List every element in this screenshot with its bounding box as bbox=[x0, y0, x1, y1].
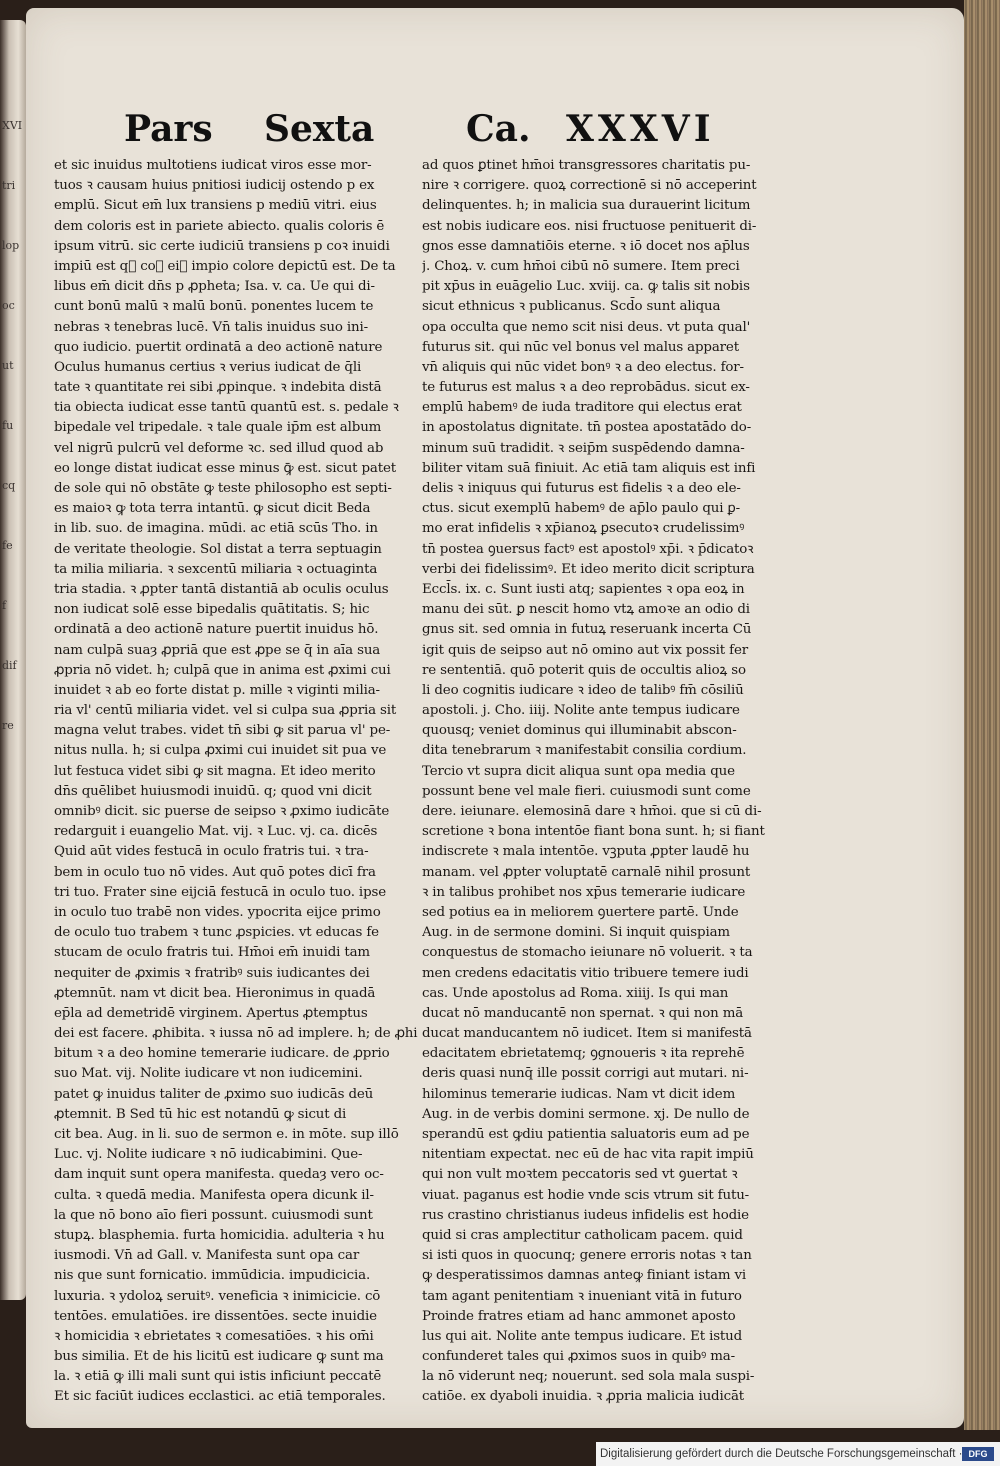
text-line: ctus. sicut exemplū habemꝰ de ap̄lo paulo qui ꝑ- bbox=[422, 501, 740, 517]
running-header bbox=[26, 108, 964, 158]
margin-fragment: dif bbox=[2, 659, 17, 672]
text-line: nequiter de ꝓximis ꝛ fratribꝰ suis iudicantes dei bbox=[54, 965, 370, 981]
text-line: tria stadia. ꝛ ꝓpter tantā distantiā ab oculis oculus bbox=[54, 581, 389, 597]
text-line: j. Choꝝ. v. cum hm̄oi cibū nō sumere. Item preci bbox=[422, 258, 740, 274]
margin-fragment: f bbox=[2, 599, 7, 612]
text-line: in lib. suo. de imagina. mūdi. ac etiā scūs Tho. in bbox=[54, 521, 378, 537]
text-line: nebras ꝛ tenebras lucē. Vn̄ talis inuidus suo ini- bbox=[54, 319, 368, 335]
text-line: es maioꝛ ꝙ tota terra intantū. ꝙ sicut dicit Beda bbox=[54, 501, 371, 517]
text-line: manam. vel ꝓpter voluptatē carnalē nihil prosunt bbox=[422, 864, 751, 880]
text-line: quousq; veniet dominus qui illuminabit abscon- bbox=[422, 723, 737, 739]
text-line: dn̄s quēlibet huiusmodi inuidū. q; quod vni dicit bbox=[54, 783, 372, 799]
text-line: rus crastino christianus iudeus infidelis est hodie bbox=[422, 1207, 749, 1223]
text-line: delis ꝛ iniquus qui futurus est fidelis ꝛ a deo ele- bbox=[422, 481, 741, 496]
text-line: stupꝝ. blasphemia. furta homicidia. adulteria ꝛ hu bbox=[54, 1227, 385, 1243]
margin-fragment: fe bbox=[2, 539, 13, 552]
text-line: tentōes. emulatiōes. ire dissentōes. secte inuidie bbox=[54, 1308, 377, 1324]
text-line: delinquentes. h; in malicia sua durauerint licitum bbox=[422, 198, 751, 214]
text-line: Oculus humanus certius ꝛ verius iudicat de q̄li bbox=[54, 359, 362, 375]
footer-credit: Digitalisierung gefördert durch die Deutsche Forschungsgemeinschaft · bbox=[600, 1448, 963, 1460]
text-line: tuos ꝛ causam huius pnitiosi iudicij ostendo p ex bbox=[54, 178, 375, 194]
text-line: te futurus est malus ꝛ a deo reprobādus. sicut ex- bbox=[422, 380, 750, 396]
text-line: li deo cognitis iudicare ꝛ ideo de talibꝰ fm̄ cōsiliū bbox=[422, 682, 744, 698]
text-line: edacitatem ebrietatemq; ꝯgnoueris ꝛ ita reprehē bbox=[422, 1046, 745, 1062]
text-line: quo iudicio. puertit ordinatā a deo actionē nature bbox=[54, 339, 383, 355]
text-line: inuidet ꝛ ab eo forte distat p. mille ꝛ viginti milia- bbox=[54, 682, 380, 698]
text-line: libus em̄ dicit dn̄s p ꝓpheta; Isa. v. ca. Ue qui di- bbox=[54, 279, 375, 295]
text-line: futurus sit. qui nūc vel bonus vel malus apparet bbox=[422, 339, 739, 355]
text-line: Tercio vt supra dicit aliqua sunt opa media que bbox=[422, 763, 735, 779]
header-chapter-number: XXXVI bbox=[566, 108, 715, 150]
text-line: eo longe distat iudicat esse minus ꝙ̄ est. sicut patet bbox=[54, 460, 396, 476]
text-line: sperandū est ꝙdiu patientia saluatoris eum ad pe bbox=[422, 1127, 750, 1142]
text-line: bipedale vel tripedale. ꝛ tale quale ip̄m est album bbox=[54, 420, 382, 436]
text-line: vn̄ aliquis qui nūc videt bonꝰ ꝛ a deo electus. for- bbox=[422, 359, 744, 375]
right-text-column bbox=[422, 156, 800, 1408]
text-line: nam culpā suaȝ ꝓpriā que est ꝓpe se q̄ in aīa sua bbox=[54, 642, 381, 658]
text-line: Luc. vj. Nolite iudicare ꝛ nō iudicabimini. Que- bbox=[54, 1147, 363, 1163]
text-line: bem in oculo tuo nō vides. Aut quō potes dicī fra bbox=[54, 864, 376, 880]
text-line: Aug. in de verbis domini sermone. xj. De nullo de bbox=[422, 1106, 750, 1122]
text-line: emplū habemꝰ de iuda traditore qui electus erat bbox=[422, 400, 742, 416]
text-line: qui non vult moꝛtem peccatoris sed vt ꝯuertat ꝛ bbox=[422, 1167, 738, 1183]
text-line: cunt bonū malū ꝛ malū bonū. ponentes lucem te bbox=[54, 299, 374, 315]
margin-fragment: fu bbox=[2, 419, 14, 432]
text-line: confunderet tales qui ꝓximos suos in quibꝰ ma- bbox=[422, 1349, 735, 1365]
text-line: possunt bene vel male fieri. cuiusmodi sunt come bbox=[422, 783, 751, 799]
text-line: sed potius ea in meliorem ꝯuertere partē. Unde bbox=[422, 904, 739, 920]
text-line: dere. ieiunare. elemosinā dare ꝛ hm̄oi. que si cū di- bbox=[422, 804, 762, 819]
left-text-column bbox=[54, 156, 436, 1408]
text-line: iusmodi. Vn̄ ad Gall. v. Manifesta sunt opa car bbox=[54, 1248, 360, 1264]
text-line: tri tuo. Frater sine eijciā festucā in oculo tuo. ipse bbox=[54, 884, 386, 900]
text-line: tn̄ postea ꝯuersus factꝰ est apostolꝰ xp̄i. ꝛ p̄dicatoꝛ bbox=[422, 541, 754, 557]
text-line: dei est facere. ꝓhibita. ꝛ iussa nō ad implere. h; de ꝓhi bbox=[54, 1026, 418, 1042]
text-line: suo Mat. vij. Nolite iudicare vt non iudicemini. bbox=[54, 1066, 363, 1082]
text-line: hilominus temerarie iudicas. Nam vt dicit idem bbox=[422, 1086, 736, 1102]
text-line: dam inquit sunt opera manifesta. quedaȝ vero oc- bbox=[54, 1167, 384, 1183]
text-line: catiōe. ex dyaboli inuidia. ꝛ ꝓpria malicia iudicāt bbox=[422, 1389, 745, 1405]
text-line: re sententiā. quō poterit quis de occultis alioꝝ so bbox=[422, 662, 746, 678]
text-line: men credens edacitatis vitio tribuere temere iudi bbox=[422, 965, 749, 981]
text-line: ria vl' centū miliaria videt. vel si culpa sua ꝓpria sit bbox=[54, 703, 397, 719]
text-line: opa occulta que nemo scit nisi deus. vt puta qual' bbox=[422, 319, 751, 335]
text-line: ducat nō manducantē non spernat. ꝛ qui non mā bbox=[422, 1005, 744, 1021]
text-line: vel nigrū pulcrū vel deforme ꝛc. sed illud quod ab bbox=[54, 440, 384, 456]
text-line: ordinatā a deo actionē nature puertit inuidus hō. bbox=[54, 622, 379, 638]
text-line: cit bea. Aug. in li. suo de sermon e. in mōte. sup illō bbox=[54, 1127, 399, 1142]
text-line: tate ꝛ quantitate rei sibi ꝓpinque. ꝛ indebita distā bbox=[54, 380, 382, 396]
text-line: Aug. in de sermone domini. Si inquit quispiam bbox=[422, 925, 730, 941]
text-line: manu dei sūt. ꝑ nescit homo vtꝝ amoꝛe an odio di bbox=[422, 602, 750, 618]
book-block-edge bbox=[964, 0, 1000, 1430]
text-line: in apostolatus dignitate. tn̄ postea apostatādo do- bbox=[422, 420, 752, 436]
text-line: de veritate theologie. Sol distat a terra septuagin bbox=[54, 541, 382, 557]
text-line: patet ꝙ inuidus taliter de ꝓximo suo iudicās deū bbox=[54, 1086, 374, 1102]
text-line: est nobis iudicare eos. nisi fructuose penituerit di- bbox=[422, 218, 757, 234]
text-line: dita tenebrarum ꝛ manifestabit consilia cordium. bbox=[422, 743, 747, 759]
text-line: conquestus de stomacho ieiunare nō voluerit. ꝛ ta bbox=[422, 945, 753, 961]
text-line: la nō viderunt neq; nouerunt. sed sola mala suspi- bbox=[422, 1369, 755, 1385]
header-pars: Pars bbox=[124, 108, 213, 150]
text-line: magna velut trabes. videt tn̄ sibi ꝙ sit parua vl' pe- bbox=[54, 723, 391, 739]
text-line: ꝓtemnit. B Sed tū hic est notandū ꝙ sicut di bbox=[54, 1106, 347, 1122]
text-line: ep̄la ad demetridē virginem. Apertus ꝓtemptus bbox=[54, 1005, 368, 1021]
text-line: la que nō bono aīo fieri possunt. cuiusmodi sunt bbox=[54, 1207, 373, 1223]
text-line: viuat. paganus est hodie vnde scis vtrum sit futu- bbox=[422, 1187, 750, 1203]
text-line: cas. Unde apostolus ad Roma. xiiij. Is qui man bbox=[422, 985, 729, 1001]
text-line: bitum ꝛ a deo homine temerarie iudicare. de ꝓprio bbox=[54, 1046, 390, 1062]
text-line: mo erat infidelis ꝛ xp̄ianoꝝ ꝑsecutoꝛ crudelissimꝰ bbox=[422, 521, 745, 537]
text-line: nitus nulla. h; si culpa ꝓximi cui inuidet sit pua ve bbox=[54, 743, 387, 759]
dfg-logo: DFG bbox=[962, 1447, 994, 1461]
text-line: ꝛ in talibus prohibet nos xp̄us temerarie iudicare bbox=[422, 884, 746, 900]
text-line: redarguit i euangelio Mat. vij. ꝛ Luc. vj. ca. dicēs bbox=[54, 824, 378, 840]
text-line: nire ꝛ corrigere. quoꝝ correctionē si nō acceperint bbox=[422, 178, 757, 194]
text-line: ꝙ desperatissimos damnas anteꝙ finiant istam vi bbox=[422, 1268, 747, 1284]
text-line: luxuria. ꝛ ydoloꝝ seruitꝰ. veneficia ꝛ inimicicie. cō bbox=[54, 1288, 381, 1304]
text-line: ꝛ homicidia ꝛ ebrietates ꝛ comesatiōes. ꝛ his om̄i bbox=[54, 1328, 374, 1344]
text-line: impiū est q᷑ coꝛ eiꝰ impio colore depictū est. De ta bbox=[54, 258, 396, 274]
margin-fragment: ut bbox=[2, 359, 14, 372]
text-line: dem coloris est in pariete abiecto. qualis coloris ē bbox=[54, 218, 385, 234]
text-line: non iudicat solē esse bipedalis quātitatis. S; hic bbox=[54, 602, 370, 618]
text-line: omnibꝰ dicit. sic puerse de seipso ꝛ ꝓximo iudicāte bbox=[54, 804, 390, 819]
text-line: nitentiam expectat. nec eū de hac vita rapit impiū bbox=[422, 1147, 754, 1163]
text-line: apostoli. j. Cho. iiij. Nolite ante tempus iudicare bbox=[422, 703, 740, 719]
text-line: ad quos ꝑtinet hm̄oi transgressores charitatis pu- bbox=[422, 158, 751, 173]
text-line: de oculo tuo trabem ꝛ tunc ꝓspicies. vt educas fe bbox=[54, 925, 379, 941]
text-line: Eccl̄s. ix. c. Sunt iusti atq; sapientes ꝛ opa eoꝝ in bbox=[422, 581, 745, 597]
text-line: indiscrete ꝛ mala intentōe. vꝫputa ꝓpter laudē hu bbox=[422, 844, 750, 860]
text-line: ꝓtemnūt. nam vt dicit bea. Hieronimus in quadā bbox=[54, 985, 376, 1001]
margin-fragment: re bbox=[2, 719, 14, 732]
header-sexta: Sexta bbox=[264, 108, 375, 150]
text-line: culta. ꝛ quedā media. Manifesta opera dicunk il- bbox=[54, 1187, 374, 1203]
margin-fragment: lop bbox=[2, 239, 20, 252]
book-page bbox=[26, 8, 964, 1428]
text-line: minum suū tradidit. ꝛ seip̄m suspēdendo damna- bbox=[422, 440, 745, 456]
text-line: tia obiecta iudicat esse tantū quantū est. s. pedale ꝛ bbox=[54, 400, 399, 416]
text-line: bus similia. Et de his licitū est iudicare ꝙ sunt ma bbox=[54, 1349, 384, 1365]
facing-page-edge bbox=[0, 20, 26, 1300]
margin-fragment: cq bbox=[2, 479, 16, 492]
text-line: lut festuca videt sibi ꝙ sit magna. Et ideo merito bbox=[54, 763, 376, 779]
text-line: Et sic faciūt iudices ecclastici. ac etiā temporales. bbox=[54, 1389, 386, 1405]
text-line: gnos esse damnatiōis eterne. ꝛ iō docet nos ap̄lus bbox=[422, 238, 750, 254]
text-line: ta milia miliaria. ꝛ sexcentū miliaria ꝛ octuaginta bbox=[54, 561, 378, 577]
dfg-footer bbox=[596, 1442, 1000, 1466]
text-line: pit xp̄us in euāgelio Luc. xviij. ca. ꝙ talis sit nobis bbox=[422, 279, 750, 295]
text-line: biliter vitam suā finiuit. Ac etiā tam aliquis est infi bbox=[422, 460, 756, 476]
text-line: in oculo tuo trabē non vides. ypocrita eijce primo bbox=[54, 904, 381, 920]
text-line: deris quasi nunq̄ ille possit corrigi aut mutari. ni- bbox=[422, 1066, 749, 1082]
text-line: la. ꝛ etiā ꝙ illi mali sunt qui istis inficiunt peccatē bbox=[54, 1369, 382, 1385]
text-line: ipsum vitrū. sic certe iudiciū transiens p coꝛ inuidi bbox=[54, 238, 390, 254]
text-line: lus qui ait. Nolite ante tempus iudicare. Et istud bbox=[422, 1328, 743, 1344]
header-ca: Ca. bbox=[466, 108, 531, 150]
text-line: scretione ꝛ bona intentōe fiant bona sunt. h; si fiant bbox=[422, 824, 765, 840]
text-line: et sic inuidus multotiens iudicat viros esse mor- bbox=[54, 158, 372, 173]
margin-fragment: tri bbox=[2, 179, 16, 192]
text-line: Proinde fratres etiam ad hanc ammonet aposto bbox=[422, 1308, 736, 1324]
text-line: igit quis de seipso aut nō omino aut vix possit fer bbox=[422, 642, 748, 658]
text-line: ducat manducantem nō iudicet. Item si manifestā bbox=[422, 1026, 752, 1042]
margin-fragment: XVI bbox=[2, 119, 23, 132]
text-line: de sole qui nō obstāte ꝙ teste philosopho est septi- bbox=[54, 481, 392, 496]
text-line: gnus sit. sed omnia in futuꝝ reseruank incerta Cū bbox=[422, 622, 752, 638]
text-line: sicut ethnicus ꝛ publicanus. Scd̄o sunt aliqua bbox=[422, 299, 721, 315]
text-line: verbi dei fidelissimꝰ. Et ideo merito dicit scriptura bbox=[422, 561, 755, 577]
margin-fragment: oc bbox=[2, 299, 15, 312]
text-line: si isti quos in quocunq; genere erroris notas ꝛ tan bbox=[422, 1248, 752, 1264]
text-line: quid si cras amplectitur catholicam pacem. quid bbox=[422, 1227, 743, 1243]
text-line: stucam de oculo fratris tui. Hm̄oi em̄ inuidi tam bbox=[54, 945, 370, 961]
text-line: Quid aūt vides festucā in oculo fratris tui. ꝛ tra- bbox=[54, 844, 369, 860]
text-line: emplū. Sicut em̄ lux transiens p mediū vitri. eius bbox=[54, 198, 377, 214]
text-line: ꝓpria nō videt. h; culpā que in anima est ꝓximi cui bbox=[54, 662, 391, 678]
text-line: tam agant penitentiam ꝛ inueniant vitā in futuro bbox=[422, 1288, 742, 1304]
text-line: nis que sunt fornicatio. immūdicia. impudicicia. bbox=[54, 1268, 371, 1284]
